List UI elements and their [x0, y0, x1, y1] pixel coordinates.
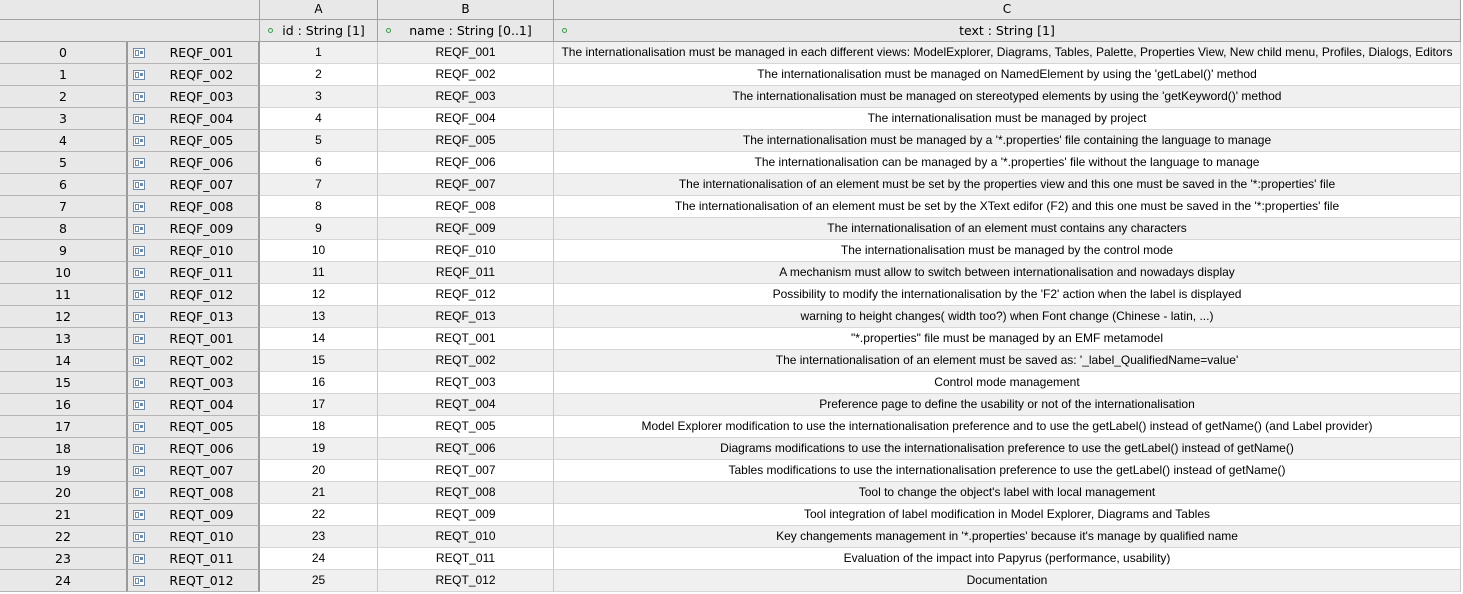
- row-header[interactable]: [128, 284, 260, 306]
- row-header-label: REQT_001: [169, 331, 234, 346]
- cell-text[interactable]: Possibility to modify the internationalisation by the 'F2' action when the label is displayed: [554, 284, 1461, 306]
- column-letter-row: [0, 0, 1461, 20]
- cell-text[interactable]: Key changements management in '*.properties' because it's manage by qualified name: [554, 526, 1461, 548]
- row-header-label: REQT_012: [169, 573, 234, 588]
- row-header[interactable]: [128, 130, 260, 152]
- column-letter-c[interactable]: C: [554, 0, 1461, 20]
- row-header[interactable]: [128, 526, 260, 548]
- row-index[interactable]: 23: [0, 548, 128, 570]
- row-header-label: REQF_003: [169, 89, 234, 104]
- table-row[interactable]: [0, 416, 1461, 438]
- table-row[interactable]: [0, 548, 1461, 570]
- cell-text[interactable]: Model Explorer modification to use the internationalisation preference and to use the getLabel() instead of getName() (and Label provider): [554, 416, 1461, 438]
- column-header-id[interactable]: [260, 20, 378, 42]
- cell-name[interactable]: REQT_007: [378, 460, 554, 482]
- column-letter-b[interactable]: B: [378, 0, 554, 20]
- column-header-row: [0, 20, 1461, 42]
- requirement-icon: [133, 136, 145, 146]
- cell-name[interactable]: REQT_006: [378, 438, 554, 460]
- table-row[interactable]: [0, 262, 1461, 284]
- table-row[interactable]: [0, 218, 1461, 240]
- requirement-icon: [133, 312, 145, 322]
- requirement-icon: [133, 532, 145, 542]
- row-header-label: REQT_008: [169, 485, 234, 500]
- row-header[interactable]: [128, 482, 260, 504]
- row-header-label: REQT_009: [169, 507, 234, 522]
- table-row[interactable]: [0, 152, 1461, 174]
- cell-text[interactable]: The internationalisation of an element must be set by the XText edifor (F2) and this one must be saved in the '*:properties' file: [554, 196, 1461, 218]
- cell-name[interactable]: REQF_006: [378, 152, 554, 174]
- row-index[interactable]: 18: [0, 438, 128, 460]
- column-letter-a[interactable]: A: [260, 0, 378, 20]
- row-index[interactable]: 10: [0, 262, 128, 284]
- table-row[interactable]: [0, 372, 1461, 394]
- cell-name[interactable]: REQF_011: [378, 262, 554, 284]
- cell-id[interactable]: 24: [260, 548, 378, 570]
- row-header-label: REQF_013: [169, 309, 234, 324]
- cell-id[interactable]: 5: [260, 130, 378, 152]
- cell-name[interactable]: REQT_012: [378, 570, 554, 592]
- cell-text[interactable]: warning to height changes( width too?) when Font change (Chinese - latin, ...): [554, 306, 1461, 328]
- column-header-id-label: id : String [1]: [282, 23, 365, 38]
- table-corner[interactable]: [0, 0, 260, 20]
- requirement-icon: [133, 202, 145, 212]
- cell-text[interactable]: Tables modifications to use the internationalisation preference to use the getLabel() instead of getName(): [554, 460, 1461, 482]
- cell-id[interactable]: 1: [260, 42, 378, 64]
- row-index[interactable]: 14: [0, 350, 128, 372]
- requirement-icon: [133, 576, 145, 586]
- table-row[interactable]: [0, 482, 1461, 504]
- row-index[interactable]: 17: [0, 416, 128, 438]
- row-header-label: REQT_007: [169, 463, 234, 478]
- cell-text[interactable]: The internationalisation can be managed by a '*.properties' file without the language to manage: [554, 152, 1461, 174]
- cell-id[interactable]: 17: [260, 394, 378, 416]
- table-row[interactable]: [0, 240, 1461, 262]
- cell-id[interactable]: 4: [260, 108, 378, 130]
- cell-text[interactable]: The internationalisation must be managed by the control mode: [554, 240, 1461, 262]
- row-index[interactable]: 21: [0, 504, 128, 526]
- cell-name[interactable]: REQF_001: [378, 42, 554, 64]
- cell-id[interactable]: 9: [260, 218, 378, 240]
- row-index[interactable]: 0: [0, 42, 128, 64]
- cell-text[interactable]: "*.properties" file must be managed by an EMF metamodel: [554, 328, 1461, 350]
- cell-text[interactable]: The internationalisation must be managed in each different views: ModelExplorer, Diagrams, Tables, Palette, Properties View, New child menu, Profiles, Dialogs, Editors: [554, 42, 1461, 64]
- table-row[interactable]: [0, 174, 1461, 196]
- cell-id[interactable]: 20: [260, 460, 378, 482]
- table-corner-lower[interactable]: [0, 20, 260, 42]
- row-header[interactable]: [128, 504, 260, 526]
- row-header-label: REQT_004: [169, 397, 234, 412]
- requirement-icon: [133, 356, 145, 366]
- cell-id[interactable]: 22: [260, 504, 378, 526]
- requirement-icon: [133, 400, 145, 410]
- row-header-label: REQF_012: [169, 287, 234, 302]
- attribute-icon: [268, 28, 273, 33]
- table-row[interactable]: [0, 394, 1461, 416]
- row-header[interactable]: [128, 394, 260, 416]
- cell-text[interactable]: Control mode management: [554, 372, 1461, 394]
- requirement-icon: [133, 180, 145, 190]
- requirement-icon: [133, 158, 145, 168]
- row-index[interactable]: 8: [0, 218, 128, 240]
- table-row[interactable]: [0, 284, 1461, 306]
- table-row[interactable]: [0, 350, 1461, 372]
- row-header[interactable]: [128, 86, 260, 108]
- cell-name[interactable]: REQF_013: [378, 306, 554, 328]
- cell-name[interactable]: REQF_002: [378, 64, 554, 86]
- row-index[interactable]: 11: [0, 284, 128, 306]
- table-row[interactable]: [0, 86, 1461, 108]
- requirement-icon: [133, 378, 145, 388]
- row-header-label: REQF_007: [169, 177, 234, 192]
- requirement-icon: [133, 444, 145, 454]
- row-index[interactable]: 1: [0, 64, 128, 86]
- row-index[interactable]: 12: [0, 306, 128, 328]
- row-header-label: REQF_011: [169, 265, 234, 280]
- table-row[interactable]: [0, 130, 1461, 152]
- row-index[interactable]: 3: [0, 108, 128, 130]
- table-row[interactable]: [0, 328, 1461, 350]
- cell-text[interactable]: The internationalisation must be managed on stereotyped elements by using the 'getKeyword()' method: [554, 86, 1461, 108]
- cell-text[interactable]: The internationalisation must be managed by project: [554, 108, 1461, 130]
- table-row[interactable]: [0, 306, 1461, 328]
- cell-id[interactable]: 19: [260, 438, 378, 460]
- cell-name[interactable]: REQT_001: [378, 328, 554, 350]
- row-header-label: REQT_005: [169, 419, 234, 434]
- row-header[interactable]: [128, 262, 260, 284]
- row-index[interactable]: 9: [0, 240, 128, 262]
- row-header[interactable]: [128, 174, 260, 196]
- requirement-icon: [133, 92, 145, 102]
- cell-name[interactable]: REQT_003: [378, 372, 554, 394]
- attribute-icon: [562, 28, 567, 33]
- row-header[interactable]: [128, 372, 260, 394]
- table-row[interactable]: [0, 526, 1461, 548]
- row-header-label: REQF_004: [169, 111, 234, 126]
- cell-id[interactable]: 16: [260, 372, 378, 394]
- requirement-icon: [133, 246, 145, 256]
- row-index[interactable]: 2: [0, 86, 128, 108]
- row-header-label: REQF_001: [169, 45, 234, 60]
- requirement-icon: [133, 510, 145, 520]
- requirement-icon: [133, 334, 145, 344]
- cell-name[interactable]: REQT_008: [378, 482, 554, 504]
- cell-name[interactable]: REQF_004: [378, 108, 554, 130]
- cell-text[interactable]: Tool to change the object's label with local management: [554, 482, 1461, 504]
- cell-text[interactable]: The internationalisation of an element must contains any characters: [554, 218, 1461, 240]
- row-header[interactable]: [128, 42, 260, 64]
- cell-text[interactable]: The internationalisation must be managed on NamedElement by using the 'getLabel()' method: [554, 64, 1461, 86]
- row-header[interactable]: [128, 416, 260, 438]
- cell-id[interactable]: 23: [260, 526, 378, 548]
- cell-id[interactable]: 8: [260, 196, 378, 218]
- row-header-label: REQF_010: [169, 243, 234, 258]
- cell-text[interactable]: The internationalisation of an element must be set by the properties view and this one must be saved in the '*:properties' file: [554, 174, 1461, 196]
- table-row[interactable]: [0, 570, 1461, 592]
- cell-id[interactable]: 12: [260, 284, 378, 306]
- cell-name[interactable]: REQT_010: [378, 526, 554, 548]
- row-header[interactable]: [128, 240, 260, 262]
- row-header[interactable]: [128, 350, 260, 372]
- row-index[interactable]: 7: [0, 196, 128, 218]
- row-index[interactable]: 5: [0, 152, 128, 174]
- requirement-icon: [133, 422, 145, 432]
- row-index[interactable]: 22: [0, 526, 128, 548]
- cell-text[interactable]: The internationalisation must be managed by a '*.properties' file containing the language to manage: [554, 130, 1461, 152]
- row-header[interactable]: [128, 218, 260, 240]
- row-header-label: REQT_010: [169, 529, 234, 544]
- cell-name[interactable]: REQF_007: [378, 174, 554, 196]
- cell-text[interactable]: Preference page to define the usability or not of the internationalisation: [554, 394, 1461, 416]
- cell-name[interactable]: REQF_010: [378, 240, 554, 262]
- cell-text[interactable]: Tool integration of label modification in Model Explorer, Diagrams and Tables: [554, 504, 1461, 526]
- cell-id[interactable]: 7: [260, 174, 378, 196]
- cell-text[interactable]: The internationalisation of an element must be saved as: '_label_QualifiedName=value': [554, 350, 1461, 372]
- cell-id[interactable]: 2: [260, 64, 378, 86]
- table-row[interactable]: [0, 460, 1461, 482]
- row-header-label: REQT_002: [169, 353, 234, 368]
- row-header[interactable]: [128, 328, 260, 350]
- row-header[interactable]: [128, 438, 260, 460]
- cell-name[interactable]: REQT_011: [378, 548, 554, 570]
- requirement-icon: [133, 268, 145, 278]
- cell-id[interactable]: 14: [260, 328, 378, 350]
- requirement-icon: [133, 488, 145, 498]
- cell-id[interactable]: 6: [260, 152, 378, 174]
- cell-text[interactable]: Diagrams modifications to use the internationalisation preference to use the getLabel() instead of getName(): [554, 438, 1461, 460]
- row-header[interactable]: [128, 152, 260, 174]
- requirement-icon: [133, 290, 145, 300]
- row-header-label: REQF_009: [169, 221, 234, 236]
- row-index[interactable]: 20: [0, 482, 128, 504]
- cell-text[interactable]: Documentation: [554, 570, 1461, 592]
- row-header[interactable]: [128, 460, 260, 482]
- requirement-icon: [133, 114, 145, 124]
- column-header-text[interactable]: [554, 20, 1461, 42]
- row-index[interactable]: 13: [0, 328, 128, 350]
- table-row[interactable]: [0, 108, 1461, 130]
- cell-id[interactable]: 3: [260, 86, 378, 108]
- cell-name[interactable]: REQT_005: [378, 416, 554, 438]
- cell-id[interactable]: 21: [260, 482, 378, 504]
- cell-name[interactable]: REQF_003: [378, 86, 554, 108]
- cell-name[interactable]: REQT_002: [378, 350, 554, 372]
- attribute-icon: [386, 28, 391, 33]
- table-row[interactable]: [0, 438, 1461, 460]
- row-header-label: REQF_008: [169, 199, 234, 214]
- row-header[interactable]: [128, 570, 260, 592]
- requirement-icon: [133, 48, 145, 58]
- cell-text[interactable]: Evaluation of the impact into Papyrus (performance, usability): [554, 548, 1461, 570]
- cell-id[interactable]: 15: [260, 350, 378, 372]
- cell-id[interactable]: 18: [260, 416, 378, 438]
- cell-name[interactable]: REQF_012: [378, 284, 554, 306]
- cell-id[interactable]: 11: [260, 262, 378, 284]
- row-index[interactable]: 16: [0, 394, 128, 416]
- row-header[interactable]: [128, 108, 260, 130]
- row-header-label: REQF_006: [169, 155, 234, 170]
- row-header[interactable]: [128, 196, 260, 218]
- column-header-text-label: text : String [1]: [959, 23, 1055, 38]
- row-header-label: REQT_011: [169, 551, 234, 566]
- cell-id[interactable]: 10: [260, 240, 378, 262]
- table-row[interactable]: [0, 196, 1461, 218]
- cell-name[interactable]: REQT_004: [378, 394, 554, 416]
- row-header[interactable]: [128, 64, 260, 86]
- row-index[interactable]: 19: [0, 460, 128, 482]
- table-row[interactable]: [0, 42, 1461, 64]
- table-row[interactable]: [0, 64, 1461, 86]
- requirement-icon: [133, 466, 145, 476]
- row-index[interactable]: 4: [0, 130, 128, 152]
- table-row[interactable]: [0, 504, 1461, 526]
- row-header-label: REQF_002: [169, 67, 234, 82]
- cell-name[interactable]: REQF_008: [378, 196, 554, 218]
- row-header[interactable]: [128, 548, 260, 570]
- cell-id[interactable]: 13: [260, 306, 378, 328]
- cell-text[interactable]: A mechanism must allow to switch between internationalisation and nowadays display: [554, 262, 1461, 284]
- cell-name[interactable]: REQT_009: [378, 504, 554, 526]
- row-index[interactable]: 15: [0, 372, 128, 394]
- cell-id[interactable]: 25: [260, 570, 378, 592]
- column-header-name-label: name : String [0..1]: [409, 23, 532, 38]
- row-header-label: REQF_005: [169, 133, 234, 148]
- requirement-icon: [133, 70, 145, 80]
- cell-name[interactable]: REQF_005: [378, 130, 554, 152]
- requirement-icon: [133, 554, 145, 564]
- row-header-label: REQT_003: [169, 375, 234, 390]
- requirement-icon: [133, 224, 145, 234]
- row-index[interactable]: 6: [0, 174, 128, 196]
- row-index[interactable]: 24: [0, 570, 128, 592]
- column-header-name[interactable]: [378, 20, 554, 42]
- cell-name[interactable]: REQF_009: [378, 218, 554, 240]
- row-header-label: REQT_006: [169, 441, 234, 456]
- row-header[interactable]: [128, 306, 260, 328]
